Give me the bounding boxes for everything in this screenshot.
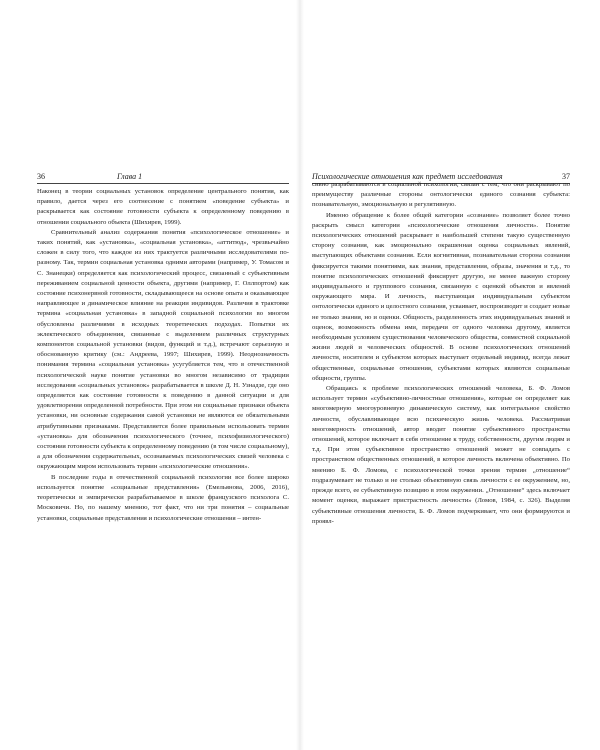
right-running-head: Психологические отношения как предмет исследования [312,172,503,181]
left-running-head: Глава 1 [117,172,143,181]
left-header-rule [37,183,289,184]
book-gutter [296,0,304,750]
left-page-number: 36 [37,172,45,181]
right-paragraph-3: Обращаясь к проблеме психологических отношений человека, Б. Ф. Ломов использует термин «субъективно-личностные отношения», которые он определяет как многомерную многоуровневую динамическую систему, как интегральное свойство личности, обуславливающее всю психическую жизнь человека. Рассматривая многомерность отношений, автор вводит понятие субъективного пространства отношений, которое включает в себя отношение к труду, собственности, другим людям и т.д. При этом субъективное пространство отношений может не совпадать с пространством общественных отношений, в которое личность включена объективно. По мнению Б. Ф. Ломова, с психологической точки зрения термин „отношение“ подразумевает не только и не столько объективную связь личности с ее окружением, но, прежде всего, ее субъективную позицию в этом окружении. „Отношение“ здесь включает момент оценки, выражает пристрастность личности» (Ломов, 1984, с. 326). Выделяя субъективные отношения личности, Б. Ф. Ломов подчеркивает, что они формируются и проявл- [312,385,570,525]
left-paragraph-1: Наконец в теории социальных установок определение центрального понятия, как правило, дается через его соотнесение с понятием «поведение субъекта» и раскрывается как состояние готовности субъекта к определенному поведению в отношении социального объекта (Шихирев, 1999). [37,188,289,226]
right-page-body [312,180,570,527]
left-paragraph-2: Сравнительный анализ содержания понятия «психологическое отношение» и таких понятий, как «установка», «социальная установка», «аттитюд», чрезвычайно сложен в силу того, что каждое из них трактуется различными исследователями по-разному. Так, термин социальная установка одними авторами (например, У. Томасом и С. Знанецки) определяется как психологический процесс, связанный с субъективным переживанием социальной ценности объекта, другими (например, Г. Оллпортом) как состояние психонервной готовности, складывающееся на основе опыта и оказывающее направляющее и динамическое влияние на реакции индивидов. Различия в трактовке термина «социальная установка» в западной социальной психологии во многом обусловлены различиями в исходных теоретических подходах. Попытки их эклектического объединения, связанные с выделением различных структурных компонентов социальной установки (видов, функций и т.д.), встречают серьезную и обоснованную критику (см.: Андреева, 1997; Шихирев, 1999). Неоднозначность понимания термина «социальная установка» усугубляется тем, что в отечественной психологической науке понятие установки во многом независимо от традиции исследования «социальных установок» разрабатывается в школе Д. Н. Узнадзе, где оно определяется как состояние готовности к поведению в данной ситуации и для удовлетворения определенной потребности. При этом ни социальные признаки объекта установки, ни основные содержания самой установки не являются ее обязательными атрибутивными признаками. Представляется более правильным использовать термин «установка» для обозначения психологического (точнее, психофизиологического) состояния готовности субъекта к определенному поведению (в том числе социальному), а для обозначения содержательных, осознаваемых психологических связей человека с окружающим миром использовать термин «психологические отношения». [37,228,290,471]
right-paragraph-1: сивно разрабатываются в социальной психологии, связан с тем, что они раскрывают по преимуществу различные стороны онтологически единого сознания субъекта: познавательную, эмоциональную и регулятивную. [312,181,570,209]
left-page [0,0,296,750]
right-page [304,0,600,750]
right-paragraph-2: Именно обращение к более общей категории «сознание» позволяет более точно раскрыть смысл категории «психологические отношения личности». Понятие психологических отношений раскрывает в наибольшей степени такую существенную сторону сознания, как эмоционально окрашенная оценка социальных явлений, выступающих объектами сознания. Если когнитивная, познавательная сторона сознания фиксируется такими понятиями, как знания, представления, образы, значения и т.д., то понятие психологических отношений фиксирует другую, не менее важную сторону индивидуального и группового сознания, связанную с оценкой объектов и явлений окружающего мира. И личность, выступающая индивидуальным субъектом онтологически единого и целостного сознания, усваивает, воспроизводит и создает новые не только знания, но и оценки. Общность, разделенность этих индивидуальных знаний и оценок, возможность обмена ими, передачи от одного человека другому, является необходимым условием существования человеческого общества, совместной социальной жизни людей и человеческих общностей. В основе психологических отношений личности, носителем и субъектом которых выступает отдельный индивид, всегда лежат общественные, социальные отношения, субъектами которых являются социальные общности, группы. [312,211,570,382]
right-page-number: 37 [562,172,570,181]
left-page-body [37,187,289,524]
left-paragraph-3: В последние годы в отечественной социальной психологии все более широко используется понятие «социальные представления» (Емельянова, 2006, 2016), теоретически и эмпирически разрабатываемое в школе французского психолога С. Московичи. Но, по нашему мнению, тот факт, что ни три понятия – социальные установки, социальные представления и психологические отношения – интен- [37,473,289,522]
